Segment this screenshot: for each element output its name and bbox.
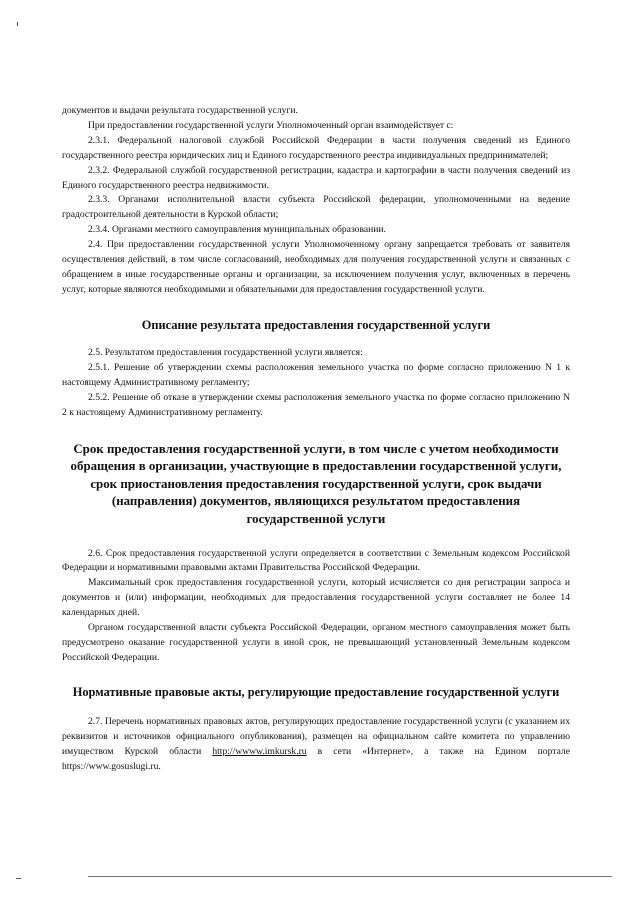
- paragraph-continuation: документов и выдачи результата государственной услуги.: [62, 105, 298, 116]
- document-page: [62, 104, 570, 775]
- footer-rule: [88, 876, 612, 877]
- paragraph-2-3-4: 2.3.4. Органами местного самоуправления муниципальных образовании.: [88, 224, 386, 236]
- scan-mark-bottom: [16, 878, 21, 879]
- paragraph-2-7-tail: в сети «Интернет», а также на Едином портале https://www.gosuslugi.ru.: [62, 745, 570, 772]
- paragraph-max-term: Максимальный срок предоставления государственной услуги, который исчисляется со дня регистрации запроса и документов и (или) информации, необходимых для предоставления государственной услуги составляет не более 14 календарных дней.: [62, 577, 570, 619]
- scan-mark-top: [17, 22, 18, 26]
- paragraph-2-3-3: 2.3.3. Органами исполнительной власти субъекта Российской федерации, уполномоченными на ведение градостроительной деятельности в Курской области;: [62, 194, 570, 221]
- paragraph-2-6: 2.6. Срок предоставления государственной услуги определяется в соответствии с Земельным кодексом Российской Федерации и нормативными правовыми актами Правительства Российской Федерации.: [62, 547, 570, 574]
- paragraph-2-5-2: 2.5.2. Решение об отказе в утверждении схемы расположения земельного участка по форме согласно приложению N 2 к настоящему Административному регламенту.: [62, 391, 570, 418]
- paragraph-2-7-text: 2.7. Перечень нормативных правовых актов, регулирующих предоставление государственной услуги (с указанием их реквизитов и источников официального опубликования), размещен на официальном сайте комитета по управлению имуществом Курской области: [62, 716, 570, 757]
- paragraph-2-5: 2.5. Результатом предоставления государственной услуги является:: [88, 347, 363, 359]
- paragraph-2-3-2: 2.3.2. Федеральной службой государственной регистрации, кадастра и картографии в части получения сведений из Единого государственного реестра недвижимости.: [62, 164, 570, 191]
- paragraph-interaction-intro: При предоставлении государственной услуги Уполномоченный орган взаимодействует с:: [88, 119, 454, 131]
- paragraph-2-5-1: 2.5.1. Решение об утверждении схемы расположения земельного участка по форме согласно приложению N 1 к настоящему Административному регламенту;: [62, 361, 570, 388]
- paragraph-2-3-1: 2.3.1. Федеральной налоговой службой Российской Федерации в части получения сведений из Единого государственного реестра юридических лиц и Единого государственного реестра индивидуальных предпринимателей;: [62, 134, 570, 161]
- heading-service-term: Срок предоставления государственной услуги, в том числе с учетом необходимости обращения в организации, участвующие в предоставлении государственной услуги, срок приостановления предоставления государственной услуги, срок выдачи (направления) документов, являющихся результатом предоставления государственной услуги: [70, 441, 562, 526]
- paragraph-2-4: 2.4. При предоставлении государственной услуги Уполномоченному органу запрещается требовать от заявителя осуществления действий, в том числе согласований, необходимых для получения государственной услуги и связанных с обращением в иные государственные органы и организации, за исключением получения услуг, включенных в перечень услуг, которые являются необходимыми и обязательными для предоставления государственной услуги.: [62, 239, 570, 295]
- committee-site-link[interactable]: http://wwww.imkursk.ru: [212, 745, 307, 757]
- heading-regulatory-acts: Нормативные правовые акты, регулирующие предоставление государственной услуги: [72, 684, 560, 699]
- paragraph-other-term: Органом государственной власти субъекта Российской Федерации, органом местного самоуправления может быть предусмотрено оказание государственной услуги в иной срок, не превышающий установленный Земельным кодексом Российской Федерации.: [62, 622, 570, 663]
- heading-result-description: Описание результата предоставления государственной услуги: [141, 317, 491, 332]
- paragraph-2-7: [62, 715, 570, 775]
